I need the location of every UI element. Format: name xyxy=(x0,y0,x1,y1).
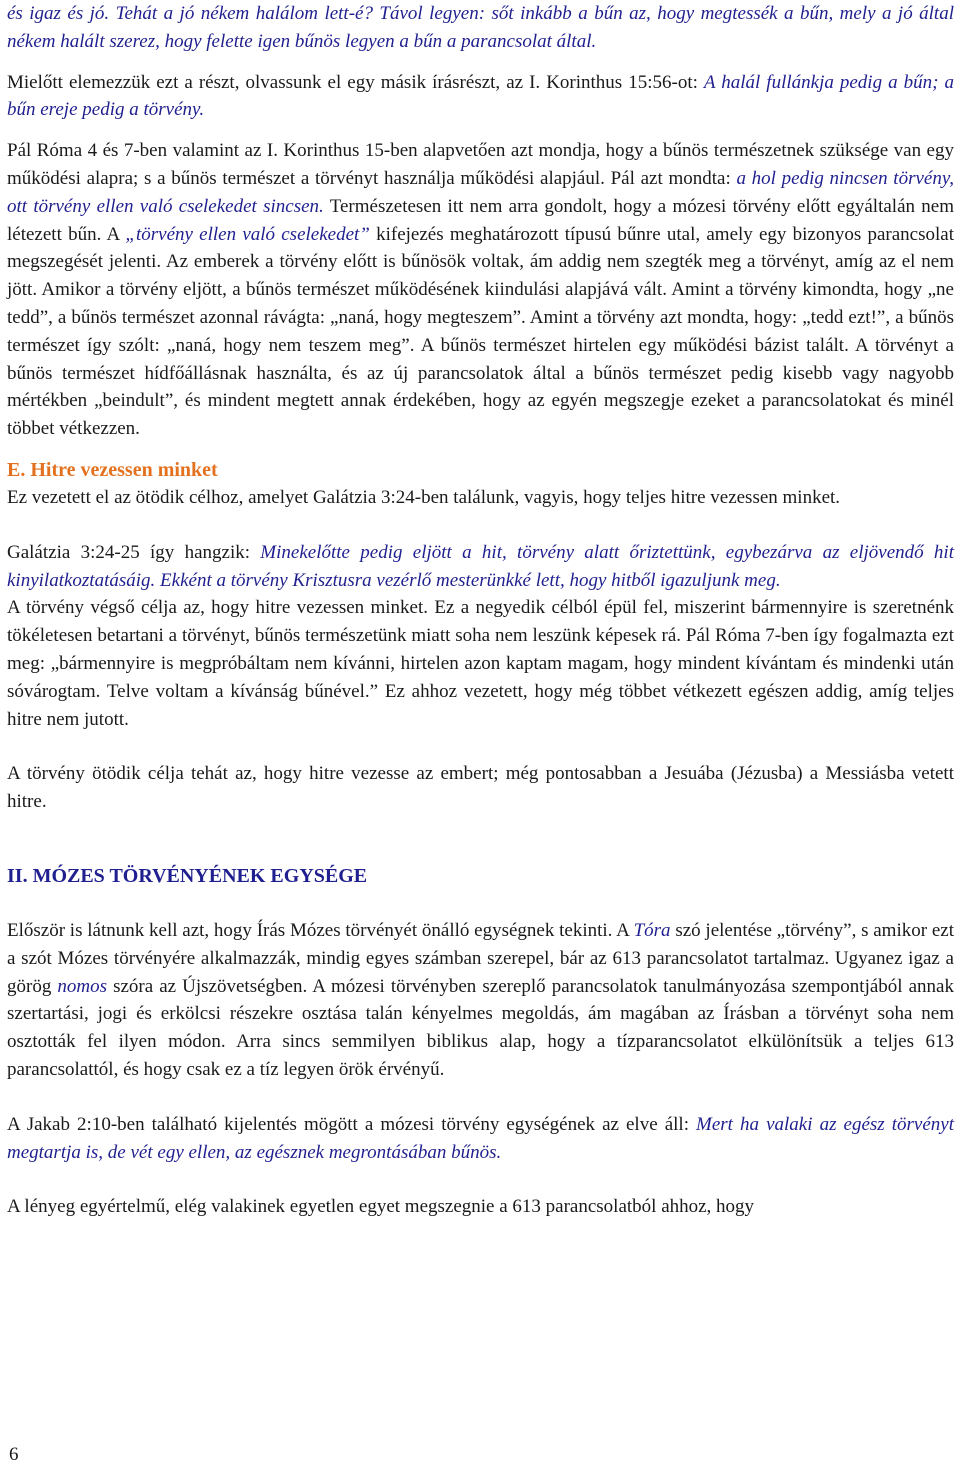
term-nomos: nomos xyxy=(57,975,108,997)
scripture-quote: a hol pedig nincsen törvény, ott törvény ellen való cselekedet sincsen. xyxy=(7,167,954,217)
term-tora: Tóra xyxy=(633,919,671,941)
scripture-quote: és igaz és jó. Tehát a jó nékem halálom lett-é? Távol legyen: sőt inkább a bűn az, hogy megtessék a bűn, mely a jó által nékem halált szerez, hogy felette igen bűnös legyen a bűn a parancsolat által. xyxy=(7,3,954,52)
scripture-quote: Mert ha valaki az egész törvényt megtartja is, de vét egy ellen, az egésznek megrontásában bűnös. xyxy=(7,1113,954,1163)
paragraph-james xyxy=(7,1111,954,1167)
scripture-quote: Minekelőtte pedig eljött a hit, törvény alatt őriztettünk, egybezárva az eljövendő hit kinyilatkoztatásáig. Ekként a törvény Krisztusra vezérlő mesterünkké lett, hogy hitből igazuljunk meg. xyxy=(7,541,954,591)
paragraph-conclusion xyxy=(7,1193,954,1221)
body-text: A törvény ötödik célja tehát az, hogy hitre vezesse az embert; még pontosabban a Jesuába (Jézusba) a Messiásba vetett hitre. xyxy=(7,763,954,813)
paragraph-final-goal xyxy=(7,594,954,733)
paragraph-sinful-nature xyxy=(7,137,954,443)
body-text: A törvény végső célja az, hogy hitre vezessen minket. Ez a negyedik célból épül fel, miszerint bármennyire is szeretnénk tökéletesen betartani a törvényt, bűnös természetünk miatt soha nem leszünk képesek rá. Pál Róma 7-ben így fogalmazta ezt meg: „bármennyire is megpróbáltam nem kívánni, hirtelen azon kaptam magam, hogy mindent kívántam és mindenki után sóvárogtam. Telve voltam a kívánság bűnével.” Ez ahhoz vezetett, hogy még többet vétkezett egészen addig, amíg teljes hitre nem jutott. xyxy=(7,597,954,730)
scripture-quote: A halál fullánkja pedig a bűn; a bűn ereje pedig a törvény. xyxy=(7,71,954,121)
body-text: szóra az Újszövetségben. A mózesi törvényben szereplő parancsolatok tanulmányozása szempontjából annak szertartási, jogi és erkölcsi részekre osztása talán kényelmes megoldás, ám magában az Írásban a törvényt soha nem osztották fel ilyen módon. Arra sincs semmilyen biblikus alap, hogy a tízparancsolatot elkülönítsük a teljes 613 parancsolattól, és hogy csak ez a tíz legyen örök érvényű. xyxy=(7,975,954,1080)
section-title: Hitre vezessen minket xyxy=(30,458,218,481)
paragraph-fifth-purpose xyxy=(7,484,954,512)
body-text: Ez vezetett el az ötödik célhoz, amelyet Galátzia 3:24-ben találunk, vagyis, hogy teljes hitre vezessen minket. xyxy=(7,486,841,508)
paragraph-romans-quote xyxy=(7,0,954,56)
paragraph-torah-unity xyxy=(7,917,954,1084)
body-text: A Jakab 2:10-ben található kijelentés mögött a mózesi törvény egységének az elve áll: xyxy=(7,1113,697,1135)
document-page xyxy=(7,0,954,1221)
body-text: kifejezés meghatározott típusú bűnre utal, amely egy bizonyos parancsolat megszegését jelenti. Az emberek a törvény előtt is bűnösök voltak, ám addig nem szegték meg a törvényt, amíg az el nem jött. Amikor a törvény eljött, a bűnös természet működésének kiindulási alapjává vált. Amint a törvény kimondta, hogy „ne tedd”, a bűnös természet azonnal rávágta: „naná, hogy megteszem”. Amint a törvény azt mondta, hogy: „tedd ezt!”, a bűnös természet így szólt: „naná, hogy nem teszem meg”. A bűnös természet hirtelen egy működési bázist talált. A törvényt a bűnös természet hídfőállásnak használta, és az új parancsolatok által a bűnös természet pedig kisebb vagy nagyobb mértékben „beindult”, és mindent megtett annak érdekében, hogy az egyén megszegje ezeket a parancsolatokat és minél többet vétkezzen. xyxy=(7,223,954,440)
scripture-quote: „törvény ellen való cselekedet” xyxy=(125,223,370,245)
page-number: 6 xyxy=(9,1444,19,1465)
body-text: Először is látnunk kell azt, hogy Írás Mózes törvényét önálló egységnek tekinti. A xyxy=(7,919,634,941)
paragraph-corinthians-intro xyxy=(7,69,954,125)
body-text: szó jelentése „törvény”, s amikor ezt a szót Mózes törvényére alkalmazzák, mindig egyes számban szerepel, bár az 613 parancsolatot tartalmaz. Ugyanez igaz a görög xyxy=(7,919,954,997)
paragraph-fifth-purpose-summary xyxy=(7,760,954,816)
section-letter: E. xyxy=(7,458,26,481)
body-text: Galátzia 3:24-25 így hangzik: xyxy=(7,541,261,563)
body-text: Mielőtt elemezzük ezt a részt, olvassunk el egy másik írásrészt, az I. Korinthus 15:56-ot: xyxy=(7,71,704,93)
body-text: Természetesen itt nem arra gondolt, hogy a mózesi törvény előtt egyáltalán nem létezett bűn. A xyxy=(7,195,954,245)
section-heading-e xyxy=(7,456,954,484)
body-text: Pál Róma 4 és 7-ben valamint az I. Korinthus 15-ben alapvetően azt mondja, hogy a bűnös természetnek szüksége van egy működési alapra; s a bűnös természet a törvényt használja működési alapjául. Pál azt mondta: xyxy=(7,140,954,189)
body-text: A lényeg egyértelmű, elég valakinek egyetlen egyet megszegnie a 613 parancsolatból ahhoz, hogy xyxy=(7,1196,755,1218)
section-heading-ii: II. MÓZES TÖRVÉNYÉNEK EGYSÉGE xyxy=(7,864,368,887)
paragraph-galatians xyxy=(7,539,954,595)
